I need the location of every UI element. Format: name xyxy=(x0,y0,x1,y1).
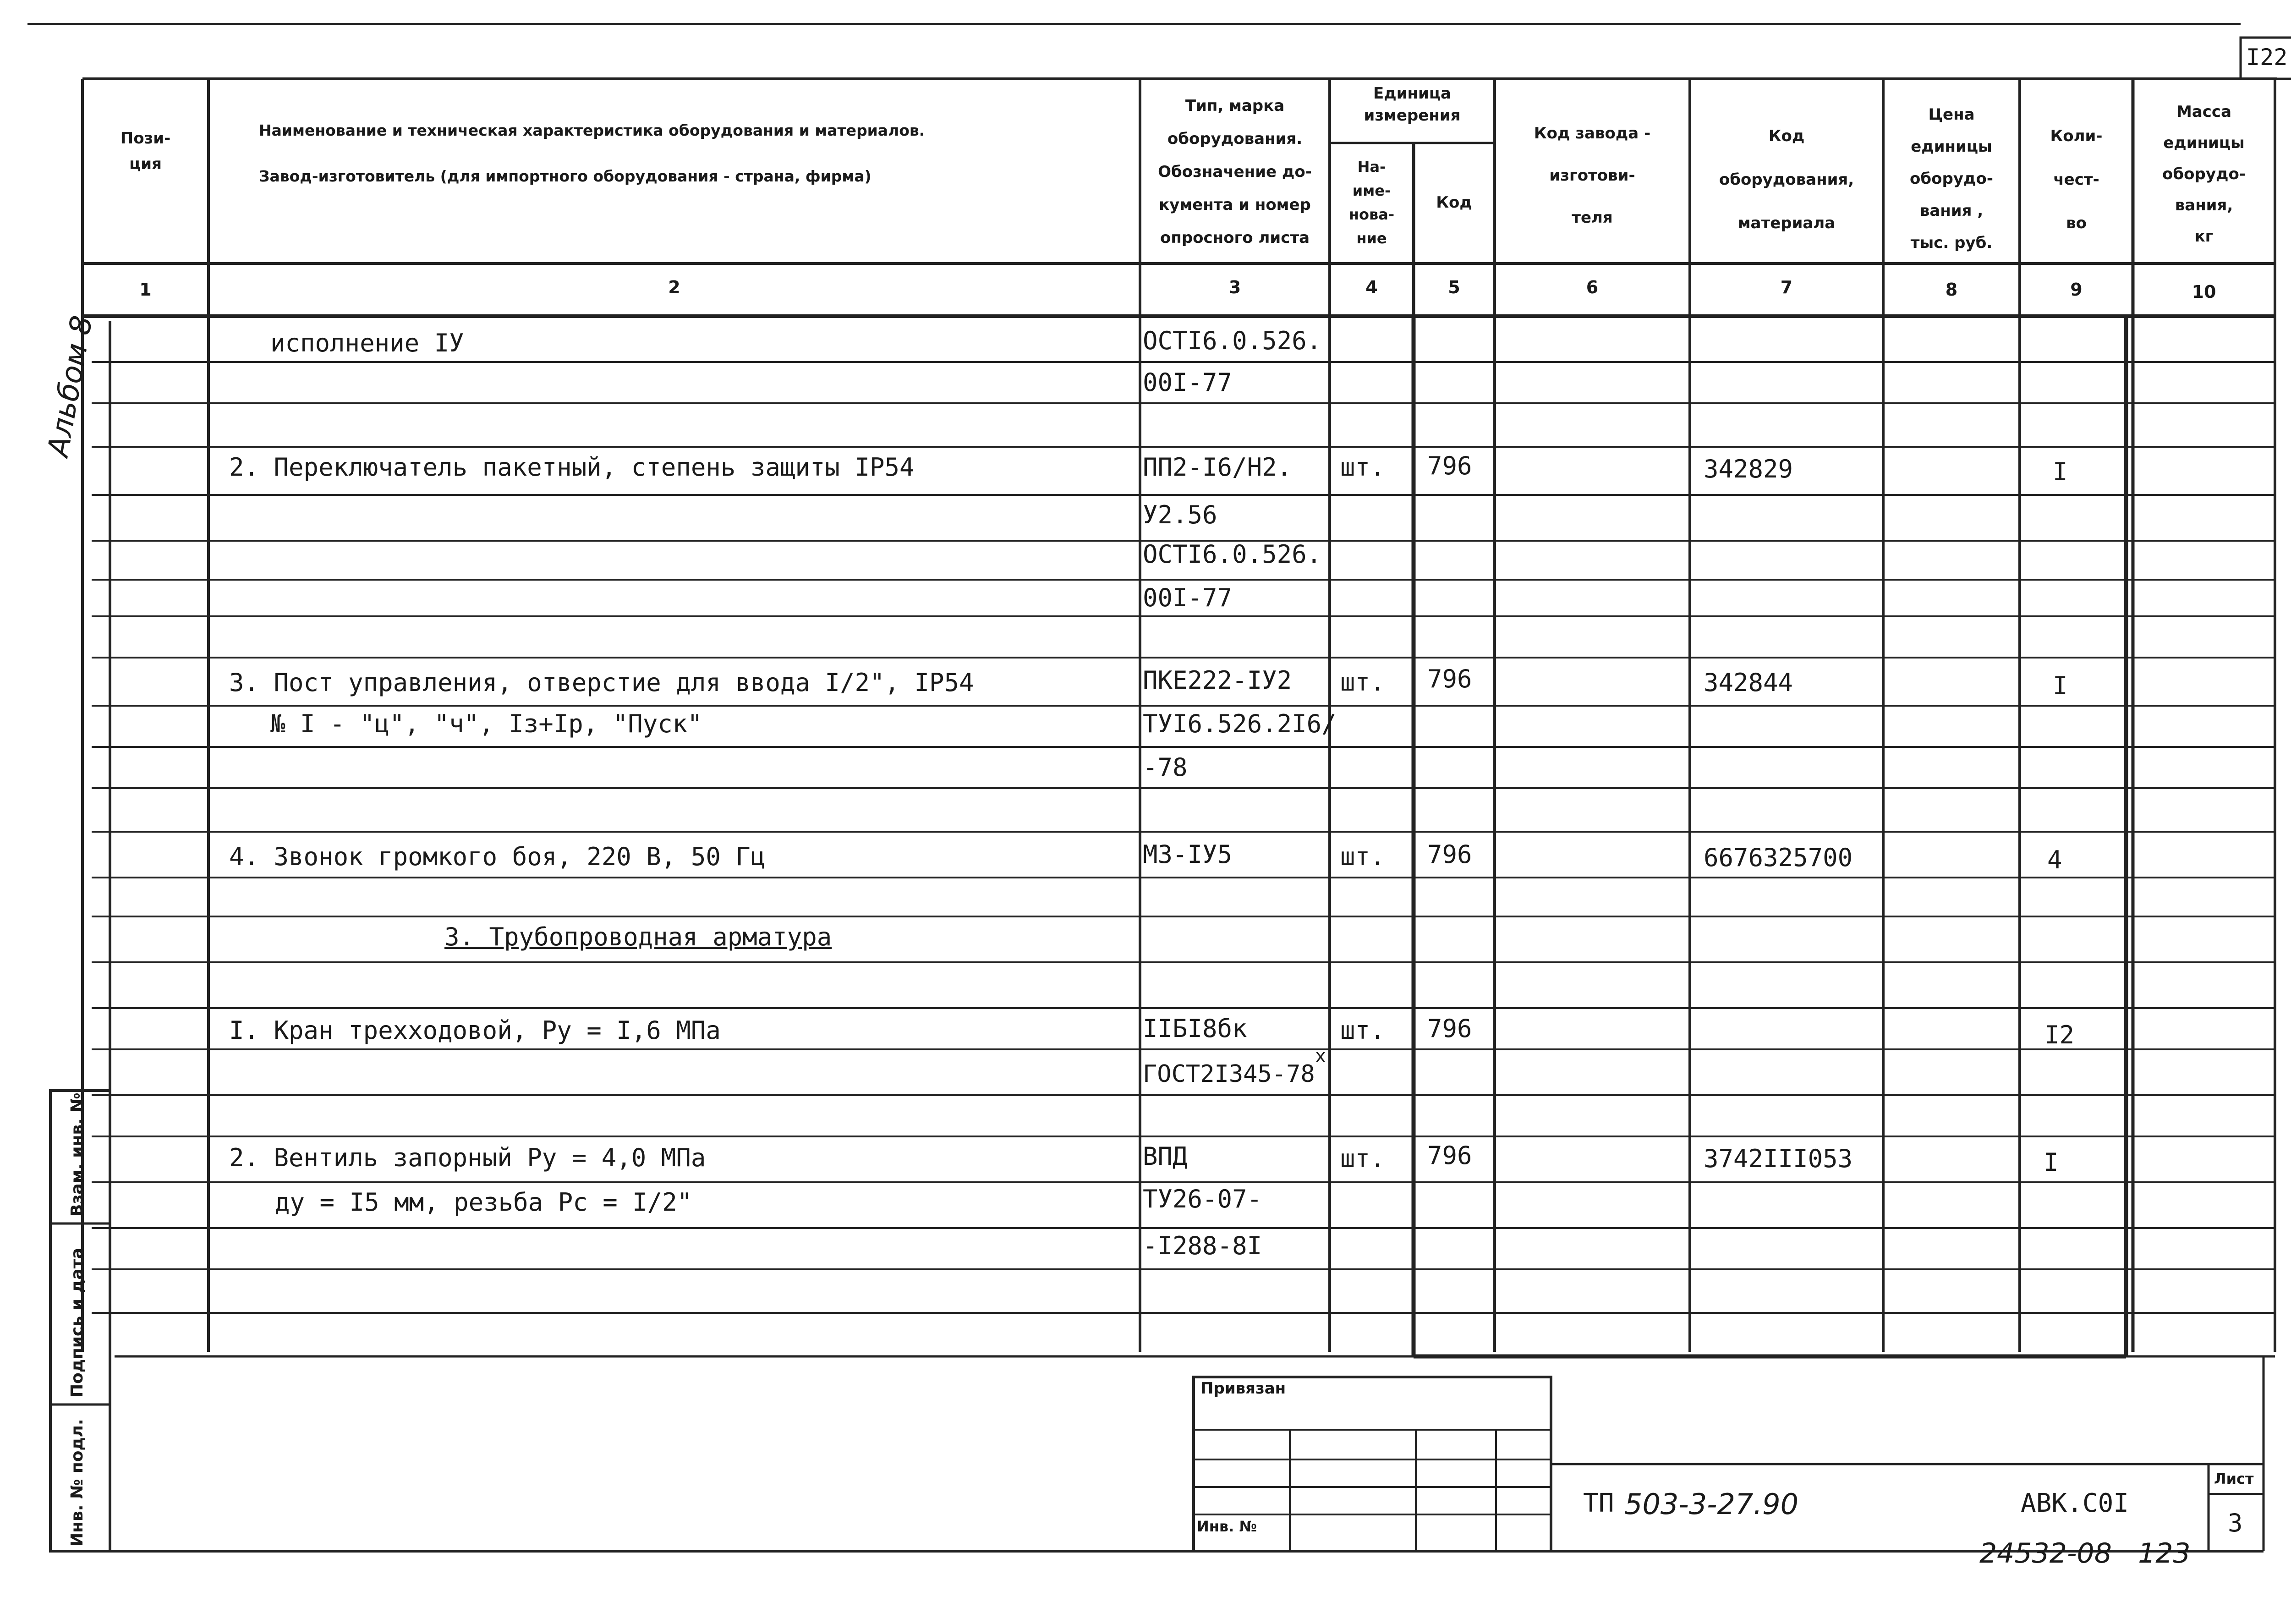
header-factory-code: Код завода - изготови- теля xyxy=(1534,124,1651,227)
item-unit-code: 796 xyxy=(1427,840,1472,869)
item-type: ПП2-I6/H2. xyxy=(1143,453,1292,482)
header-mass: Масса единицы оборудо- вания, кг xyxy=(2162,103,2246,246)
sheet-number: I22 xyxy=(2246,44,2288,71)
item-type: ОСТI6.0.526. xyxy=(1143,326,1322,355)
column-number: 6 xyxy=(1586,277,1599,297)
item-type: IIБI8бк xyxy=(1143,1014,1247,1043)
side-label-original-inv: Инв. № подл. xyxy=(68,1419,87,1547)
item-type: ПКЕ222-IУ2 xyxy=(1143,666,1292,695)
item-material-code: 342829 xyxy=(1704,455,1793,483)
column-number: 2 xyxy=(668,277,680,297)
footer-handwritten: 24532-08 123 xyxy=(1979,1537,2191,1569)
item-material-code: 3742III053 xyxy=(1704,1144,1853,1173)
item-type: У2.56 xyxy=(1143,500,1217,529)
stamp-inv-no: Инв. № xyxy=(1197,1518,1257,1535)
item-type: 00I-77 xyxy=(1143,583,1233,612)
item-type: ГОСТ2I345-78 xyxy=(1143,1060,1315,1088)
item-type: -78 xyxy=(1143,753,1188,782)
item-quantity: I xyxy=(2053,671,2068,700)
item-name: I. Кран трехходовой, Ру = I,6 МПа xyxy=(229,1016,721,1045)
header-quantity: Коли- чест- во xyxy=(2050,127,2103,232)
item-type: ОСТI6.0.526. xyxy=(1143,540,1322,569)
item-name: ду = I5 мм, резьба Рс = I/2" xyxy=(275,1188,692,1217)
item-material-code: 342844 xyxy=(1704,668,1793,697)
column-number: 7 xyxy=(1780,277,1793,297)
item-unit: шт. xyxy=(1340,668,1385,697)
header-position: Пози- ция xyxy=(120,129,171,173)
column-number: 8 xyxy=(1945,280,1958,300)
item-unit-code: 796 xyxy=(1427,664,1472,693)
item-unit: шт. xyxy=(1340,1016,1385,1045)
album-note: Альбом 8 xyxy=(41,313,99,459)
item-unit: шт. xyxy=(1340,453,1385,482)
sheet-label: Лист xyxy=(2214,1470,2254,1487)
item-type: МЗ-IУ5 xyxy=(1143,840,1233,869)
item-name: 2. Вентиль запорный Ру = 4,0 МПа xyxy=(229,1143,706,1172)
column-number: 4 xyxy=(1365,277,1378,297)
section-code: АВК.С0I xyxy=(2021,1488,2129,1518)
doc-code-prefix: ТП xyxy=(1583,1488,1614,1518)
header-type: Тип, марка оборудования. Обозначение до- кумента и номер опросного листа xyxy=(1158,97,1312,247)
header-unit-group: Единица измерения xyxy=(1364,84,1461,125)
column-number: 5 xyxy=(1448,277,1460,297)
section-heading-text: 3. Трубопроводная арматура xyxy=(444,922,832,951)
side-label-replaced-inv: Взам. инв. № xyxy=(68,1092,87,1217)
header-material-code: Код оборудования, материала xyxy=(1719,127,1854,232)
header-unit-code: Код xyxy=(1436,193,1472,212)
item-quantity: I2 xyxy=(2044,1020,2075,1049)
item-name: 2. Переключатель пакетный, степень защиты IP54 xyxy=(229,453,915,482)
side-label-signature-date: Подпись и дата xyxy=(68,1248,87,1398)
item-name: № I - "ц", "ч", Iз+Iр, "Пуск" xyxy=(270,709,702,738)
item-name: 4. Звонок громкого боя, 220 В, 50 Гц xyxy=(229,842,766,871)
item-unit-code: 796 xyxy=(1427,1014,1472,1043)
header-unit-name: На- име- нова- ние xyxy=(1348,158,1395,247)
item-unit: шт. xyxy=(1340,1144,1385,1173)
item-material-code: 6676325700 xyxy=(1704,843,1853,872)
item-type: ВПД xyxy=(1143,1142,1188,1171)
item-type: ТУI6.526.2I6/ xyxy=(1143,709,1337,738)
column-number: 10 xyxy=(2192,282,2216,302)
column-number: 9 xyxy=(2070,280,2083,300)
section-heading xyxy=(444,922,832,951)
type-superscript: x xyxy=(1315,1046,1326,1067)
header-name: Наименование и техническая характеристика оборудования и материалов. Завод-изготовитель (для импортного оборудования - страна, фирма) xyxy=(259,121,925,185)
item-name: исполнение IУ xyxy=(270,329,464,357)
item-type: ТУ26-07- xyxy=(1143,1185,1262,1213)
item-type: -I288-8I xyxy=(1143,1231,1262,1260)
item-unit-code: 796 xyxy=(1427,1141,1472,1170)
item-quantity: I xyxy=(2044,1148,2059,1177)
item-unit: шт. xyxy=(1340,842,1385,871)
item-name: 3. Пост управления, отверстие для ввода I/2", IP54 xyxy=(229,668,974,697)
doc-code: 503-3-27.90 xyxy=(1624,1487,1799,1521)
column-number: 3 xyxy=(1228,277,1241,297)
item-quantity: I xyxy=(2053,457,2068,486)
item-type: 00I-77 xyxy=(1143,368,1233,397)
column-number: 1 xyxy=(139,280,152,300)
item-quantity: 4 xyxy=(2047,845,2062,874)
stamp-privyazan: Привязан xyxy=(1200,1379,1286,1398)
sheet-value: 3 xyxy=(2228,1509,2243,1537)
header-price: Цена единицы оборудо- вания , тыс. руб. xyxy=(1910,105,1993,252)
item-unit-code: 796 xyxy=(1427,451,1472,480)
